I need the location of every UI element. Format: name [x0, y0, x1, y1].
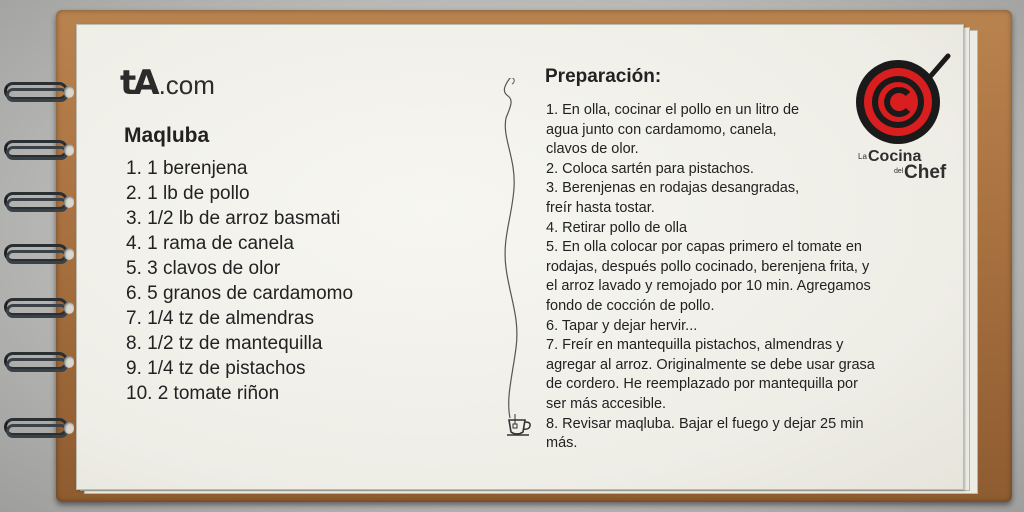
preparation-line: 3. Berenjenas en rodajas desangradas,	[546, 180, 800, 197]
preparation-line: agregar al arroz. Originalmente se debe usar grasa	[546, 356, 875, 373]
ingredient-item: 1. 1 berenjena	[126, 158, 248, 179]
preparation-line: 2. Coloca sartén para pistachos.	[546, 160, 754, 177]
ingredient-item: 9. 1/4 tz de pistachos	[126, 358, 306, 379]
preparation-line: 5. En olla colocar por capas primero el tomate en	[546, 239, 862, 256]
chef-logo-chef: Chef	[904, 162, 947, 183]
ingredient-item: 7. 1/4 tz de almendras	[126, 308, 314, 329]
preparation-line: más.	[546, 435, 578, 452]
spiral-ring	[4, 352, 72, 374]
ingredient-item: 5. 3 clavos de olor	[126, 258, 281, 279]
preparation-line: 6. Tapar y dejar hervir...	[546, 317, 698, 334]
brand-logo	[120, 63, 215, 103]
preparation-line: de cordero. He reemplazado por mantequilla por	[546, 376, 858, 393]
ingredient-item: 8. 1/2 tz de mantequilla	[126, 333, 323, 354]
ingredient-item: 10. 2 tomate riñon	[126, 383, 280, 404]
brand-suffix: .com	[158, 70, 215, 100]
preparation-line: fondo de cocción de pollo.	[546, 297, 715, 314]
chef-logo-del: del	[894, 168, 904, 175]
chef-logo-text	[852, 150, 956, 186]
frying-pan-icon	[852, 52, 956, 152]
preparation-line: 8. Revisar maqluba. Bajar el fuego y dejar 25 min	[546, 415, 864, 432]
spiral-ring	[4, 298, 72, 320]
spiral-ring	[4, 244, 72, 266]
spiral-ring	[4, 140, 72, 162]
ingredient-list	[126, 156, 353, 406]
preparation-line: el arroz lavado y remojado por 10 min. Agregamos	[546, 278, 871, 295]
ingredient-item: 6. 5 granos de cardamomo	[126, 283, 354, 304]
spiral-ring	[4, 418, 72, 440]
chef-logo-la: La	[858, 152, 867, 161]
vine-divider	[498, 78, 528, 428]
preparation-title: Preparación:	[545, 66, 662, 87]
preparation-line: freír hasta tostar.	[546, 199, 655, 216]
preparation-line: 4. Retirar pollo de olla	[546, 219, 688, 236]
preparation-line: rodajas, después pollo cocinado, berenjena frita, y	[546, 258, 870, 275]
ingredient-item: 4. 1 rama de canela	[126, 233, 294, 254]
ingredient-item: 3. 1/2 lb de arroz basmati	[126, 208, 341, 229]
preparation-line: 7. Freír en mantequilla pistachos, almendras y	[546, 337, 844, 354]
preparation-line: agua junto con cardamomo, canela,	[546, 121, 777, 138]
spiral-ring	[4, 192, 72, 214]
recipe-title: Maqluba	[124, 124, 210, 147]
cocina-del-chef-logo	[852, 52, 956, 186]
tea-cup-icon	[505, 412, 533, 438]
preparation-line: 1. En olla, cocinar el pollo en un litro de	[546, 102, 800, 118]
brand-mark: tA	[120, 63, 157, 103]
chef-logo-cocina: Cocina	[868, 148, 922, 165]
preparation-line: ser más accesible.	[546, 395, 667, 412]
preparation-line: clavos de olor.	[546, 141, 639, 158]
spiral-ring	[4, 82, 72, 104]
ingredient-item: 2. 1 lb de pollo	[126, 183, 250, 204]
